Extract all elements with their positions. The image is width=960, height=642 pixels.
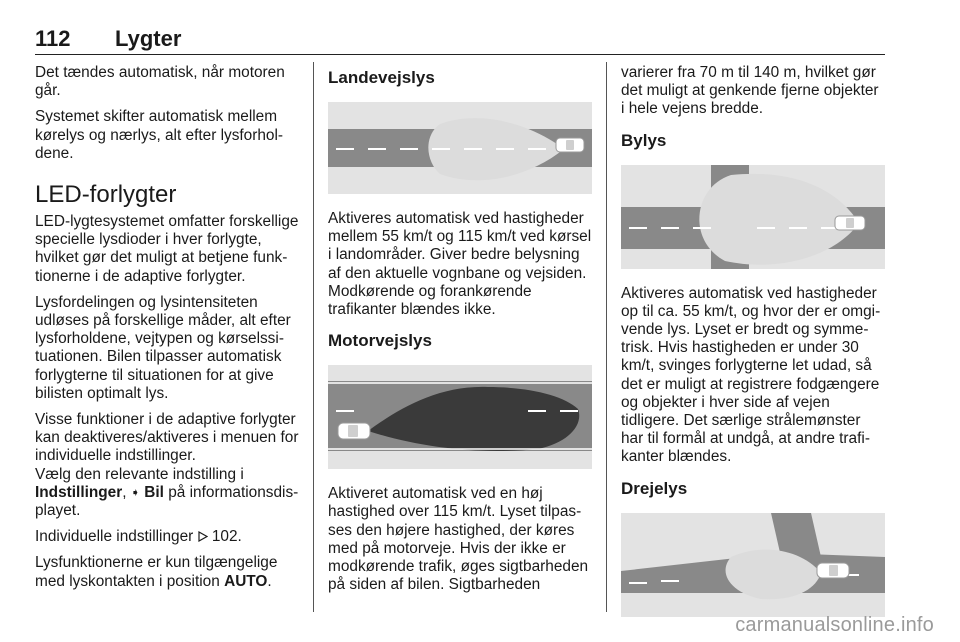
section-heading-motorway: Motorvejslys (328, 331, 432, 351)
chapter-title: Lygter (115, 26, 182, 51)
section-heading-city: Bylys (621, 130, 667, 150)
page-reference[interactable]: 102. (211, 528, 242, 546)
paragraph-reference: Individuelle indstillinger 102. (35, 528, 242, 546)
column-1 (35, 64, 299, 599)
arrow-right-icon: ➧ (130, 486, 140, 499)
paragraph: Aktiveret automatisk ved en høj hastighed over 115 km/t. Lyset tilpasses den højere hastighed, der køres med på motorveje. Hvis der ikke er modkørende trafik, øges sigtbarheden på siden af bilen. Sigtbarheden (328, 485, 589, 594)
menu-path-settings: Indstillinger (35, 483, 123, 501)
watermark: carmanualsonline.info (735, 614, 934, 636)
paragraph: Aktiveres automatisk ved hastigheder mellem 55 km/t og 115 km/t ved kørsel i landområder. Giver bedre belysning af den aktuelle vognbane og vejsiden. Modkørende og forankørende trafikanter blændes ikke. (328, 210, 592, 319)
page-number: 112 (35, 26, 71, 51)
motorway-light-illustration (328, 365, 592, 469)
cornering-light-illustration (621, 513, 885, 617)
paragraph: Aktiveres automatisk ved hastigheder op til ca. 55 km/t, og hvor der er omgivende lys. Lyset er bredt og symmetrisk. Hvis hastigheden er under 30 km/t, svinges forlygterne let udad, så det er muligt at registrere fodgængere og objekter i hver side af vejen tidligere. Det særlige strålemønster har til formål at undgå, at andre trafikanter blændes. (621, 284, 881, 466)
section-heading-country: Landevejslys (328, 68, 435, 87)
section-heading-cornering: Drejelys (621, 478, 688, 498)
auto-position-label: AUTO (224, 572, 268, 590)
menu-path-car: Bil (144, 483, 164, 501)
city-light-illustration (621, 165, 885, 269)
paragraph-auto: Lysfunktionerne er kun tilgængelige med lyskontakten i position AUTO. (35, 554, 278, 590)
paragraph: Visse funktioner i de adaptive forlygter kan deaktiveres/aktiveres i menuen for individuelle indstillinger. (35, 411, 299, 465)
section-heading-led: LED-forlygter (35, 181, 177, 209)
paragraph: varierer fra 70 m til 140 m, hvilket gør det muligt at genkende fjerne objekter i hele vejens bredde. (621, 64, 879, 118)
paragraph-settings: Vælg den relevante indstilling i Indstillinger, ➧ Bil på informationsdisplayet. (35, 465, 299, 520)
paragraph: Lysfordelingen og lysintensiteten udløses på forskellige måder, alt efter lysforholdene, vejtypen og kørselssituationen. Bilen tilpasser automatisk forlygterne til situationen for at give bilisten optimalt lys. (35, 293, 291, 402)
paragraph: LED-lygtesystemet omfatter forskellige specielle lysdioder i hver forlygte, hvilket gør det muligt at betjene funktionerne i de adaptive forlygter. (35, 213, 299, 285)
triangle-reference-icon[interactable] (198, 531, 208, 542)
column-3 (621, 64, 885, 633)
paragraph: Det tændes automatisk, når motoren går. (35, 64, 285, 100)
page-header (35, 24, 885, 55)
column-divider (606, 62, 607, 612)
column-divider (313, 62, 314, 612)
column-2 (328, 64, 592, 602)
paragraph: Systemet skifter automatisk mellem kørelys og nærlys, alt efter lysforholdene. (35, 108, 284, 162)
country-light-illustration (328, 102, 592, 194)
